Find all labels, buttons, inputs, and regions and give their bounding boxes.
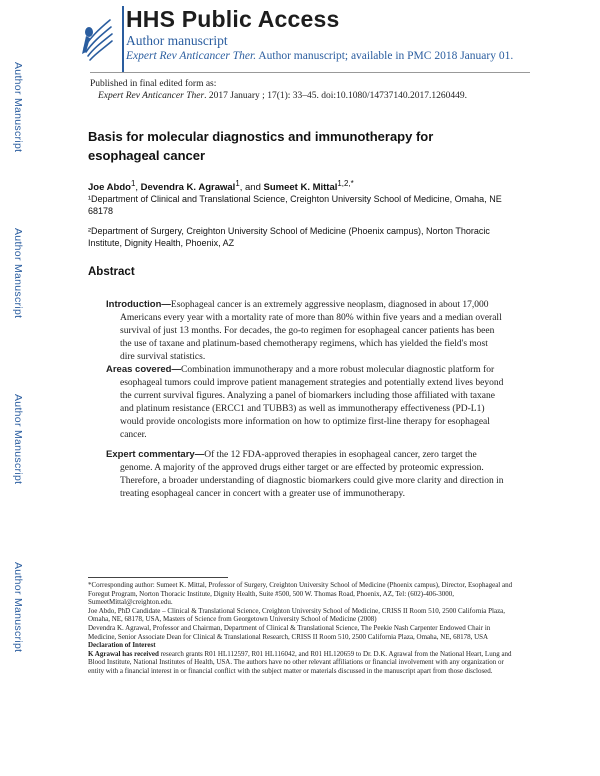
affiliation-2: ²Department of Surgery, Creighton University School of Medicine (Phoenix campus), Norton Thoracic Institute, Dignity Health, Phoenix, AZ [88, 226, 490, 248]
author-abdo: Joe Abdo [88, 182, 131, 194]
author-sep-2: , and [239, 182, 264, 194]
hhs-eagle-logo [76, 8, 116, 66]
areas-covered-text: Combination immunotherapy and a more robust molecular diagnostic platform for esophageal tumors could improve patient management strategies and potentially extend lives beyond the current survival figures. Analyzing a panel of biomarkers including those affiliated with taxane and platinum resistance (ERCC1 and TUBB3) as well as immunotherapy effectiveness (PD-L1) would provide oncologists more information on how to optimize first-line therapy for esophageal cancer. [120, 365, 504, 440]
header-bottom-rule [90, 72, 530, 73]
introduction-label: Introduction— [106, 299, 171, 310]
header-text [126, 6, 513, 65]
published-line: Published in final edited form as: [90, 79, 217, 89]
side-label-3: Author Manuscript [12, 394, 24, 485]
declaration-heading: Declaration of Interest [88, 641, 156, 650]
side-label-2: Author Manuscript [12, 228, 24, 319]
abstract-expert-commentary [106, 448, 505, 501]
hhs-title: HHS Public Access [126, 6, 340, 32]
side-label-1: Author Manuscript [12, 62, 24, 153]
availability-text: Author manuscript; available in PMC 2018 January 01. [256, 50, 514, 62]
expert-commentary-text: Of the 12 FDA-approved therapies in esophageal cancer, zero target the genome. A majority of the approved drugs either target or are effected by proteomic expression. Therefore, a broader understanding of diagnostic biomarkers could give more clarity and direction in treating esophageal cancer in concert with a greater use of immunotherapy. [120, 450, 504, 499]
footnotes [88, 581, 518, 676]
author-mittal: Sumeet K. Mittal [263, 182, 338, 194]
author-agrawal: Devendra K. Agrawal [140, 182, 236, 194]
citation-line [90, 90, 467, 102]
citation-journal: Expert Rev Anticancer Ther [98, 91, 205, 101]
author-agrawal-sup: 1 [235, 179, 240, 188]
footnote-abdo: Joe Abdo, PhD Candidate – Clinical & Translational Science, Creighton University School of Medicine, CRISS II Room 510, 2500 California Plaza, Omaha, NE, 68178, USA, Masters of Science from Georgetown University School of Medicine (2008) [88, 606, 506, 624]
declaration-body: research grants R01 HL112597, R01 HL116042, and R01 HL120659 to Dr. D.K. Agrawal from the National Heart, Lung and Blood Institute, National Institutes of Health, USA. The authors have no other relevant affiliations or financial involvement with any organization or entity with a financial interest in or financial conflict with the subject matter or materials discussed in the manuscript apart from those disclosed. [88, 649, 512, 675]
article-title: Basis for molecular diagnostics and immunotherapy for esophageal cancer [88, 129, 434, 163]
citation-details: . 2017 January ; 17(1): 33–45. doi:10.1080/14737140.2017.1260449. [204, 91, 467, 101]
abstract-areas-covered [106, 363, 505, 442]
publication-info [90, 78, 467, 102]
author-list [88, 178, 354, 194]
manuscript-label: Author manuscript [126, 33, 228, 48]
expert-commentary-label: Expert commentary— [106, 449, 205, 460]
author-mittal-sup: 1,2,* [337, 179, 354, 188]
author-sep-1: , [135, 182, 141, 194]
header-divider [122, 6, 124, 72]
abstract-introduction [106, 298, 505, 364]
footnote-corresponding: *Corresponding author: Sumeet K. Mittal, Professor of Surgery, Creighton University School of Medicine (Phoenix campus), Director, Esophageal and Foregut Program, Norton Thoracic Institute, Dignity Health, Suite #500, 500 W. Thomas Road, Phoenix, AZ, Tel: (602)-406-3000, SumeetMittal@creighton.edu. [88, 581, 513, 607]
declaration-text [88, 650, 518, 676]
journal-availability [126, 48, 513, 65]
author-abdo-sup: 1 [130, 179, 136, 188]
side-label-4: Author Manuscript [12, 562, 24, 653]
introduction-text: Esophageal cancer is an extremely aggressive neoplasm, diagnosed in about 17,000 Americans every year with a mortality rate of more than 80% within five years and a median overall survival of just 13 months. For decades, the go-to regimen for esophageal cancer patients has been the use of taxane and platinum-based chemotherapy regimens, which has yielded the field's most dire survival statistics. [120, 300, 502, 362]
hhs-header [76, 6, 576, 72]
footnote-agrawal: Devendra K. Agrawal, Professor and Chairman, Department of Clinical & Translational Science, The Peekie Nash Carpenter Endowed Chair in Medicine, Senior Associate Dean for Clinical & Translational Research, CRISS II Room 510, 2500 California Plaza, Omaha, NE, 68178, USA [88, 623, 491, 641]
areas-covered-label: Areas covered— [106, 364, 181, 375]
abstract-heading: Abstract [88, 266, 135, 278]
footnote-rule [88, 577, 228, 578]
affiliation-1: ¹Department of Clinical and Translational Science, Creighton University School of Medicine, Omaha, NE 68178 [88, 194, 502, 216]
journal-name: Expert Rev Anticancer Ther. [126, 50, 257, 62]
declaration-lead: K Agrawal has received [88, 649, 159, 658]
